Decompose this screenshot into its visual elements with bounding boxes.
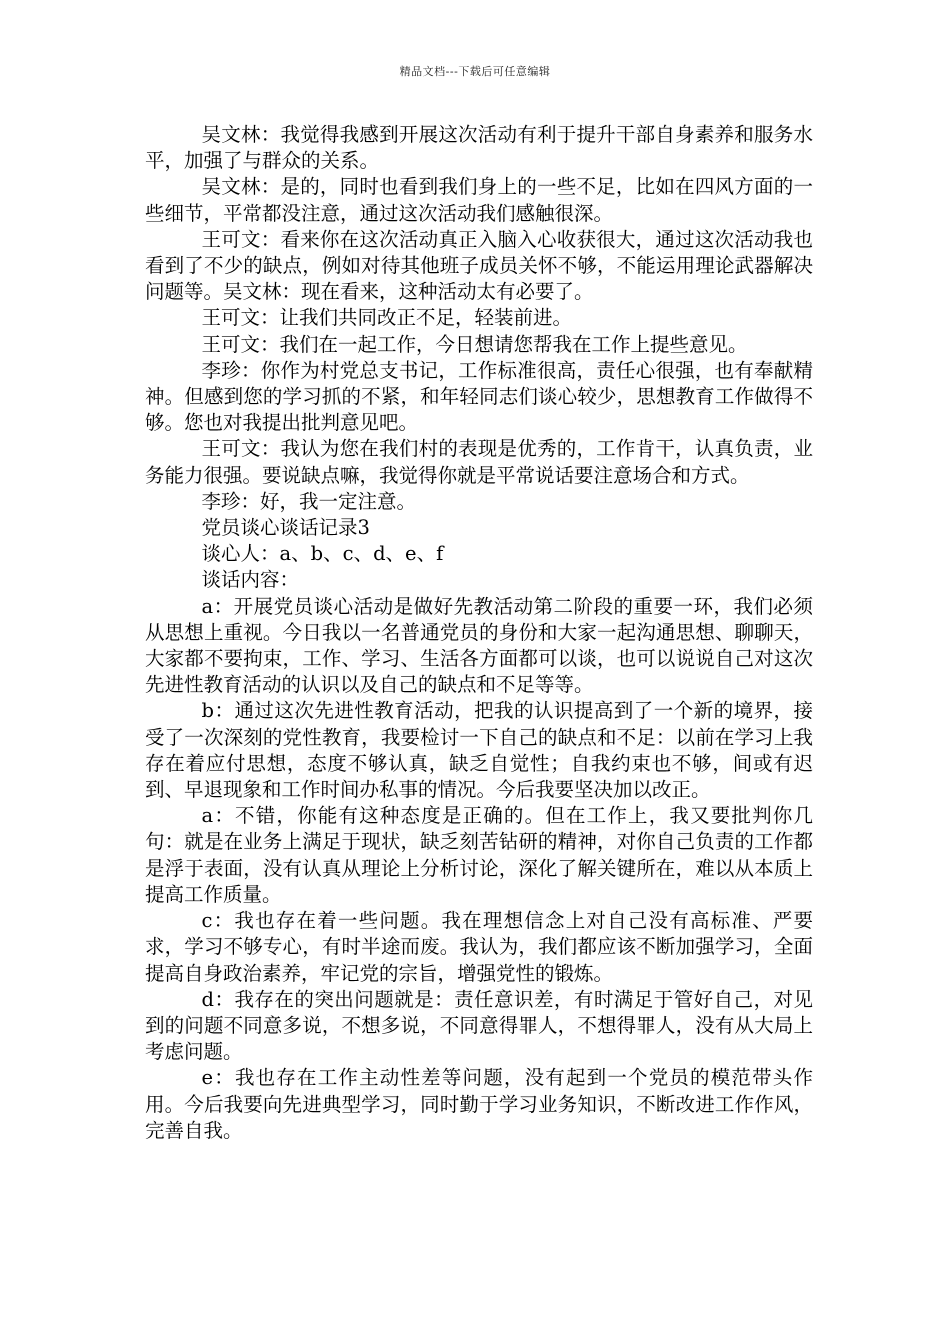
paragraph: e：我也存在工作主动性差等问题，没有起到一个党员的模范带头作用。今后我要向先进典型学习，同时勤于学习业务知识，不断改进工作作风，完善自我。 <box>145 1066 813 1142</box>
page-header: 精品文档---下载后可任意编辑 <box>399 65 551 78</box>
paragraph: 吴文林：是的，同时也看到我们身上的一些不足，比如在四风方面的一些细节，平常都没注意，通过这次活动我们感触很深。 <box>145 175 813 225</box>
paragraph: d：我存在的突出问题就是：责任意识差，有时满足于管好自己，对见到的问题不同意多说，不想多说，不同意得罪人，不想得罪人，没有从大局上考虑问题。 <box>145 987 813 1064</box>
paragraph: 王可文：看来你在这次活动真正入脑入心收获很大，通过这次活动我也看到了不少的缺点，例如对待其他班子成员关怀不够，不能运用理论武器解决问题等。吴文林：现在看来，这种活动太有必要了。 <box>145 227 813 304</box>
paragraph: a：不错，你能有这种态度是正确的。但在工作上，我又要批判你几句：就是在业务上满足于现状，缺乏刻苦钻研的精神，对你自己负责的工作都是浮于表面，没有认真从理论上分析讨论，深化了解关键所在，难以从本质上提高工作质量。 <box>145 804 813 906</box>
document-body <box>145 122 813 1144</box>
paragraph: b：通过这次先进性教育活动，把我的认识提高到了一个新的境界，接受了一次深刻的党性教育，我要检讨一下自己的缺点和不足：以前在学习上我存在着应付思想，态度不够认真，缺乏自觉性；自我约束也不够，间或有迟到、早退现象和工作时间办私事的情况。今后我要坚决加以改正。 <box>145 699 813 802</box>
paragraph: a：开展党员谈心活动是做好先教活动第二阶段的重要一环，我们必须从思想上重视。今日我以一名普通党员的身份和大家一起沟通思想、聊聊天，大家都不要拘束，工作、学习、生活各方面都可以谈，也可以说说自己对这次先进性教育活动的认识以及自己的缺点和不足等等。 <box>145 594 813 697</box>
paragraph: 李珍：你作为村党总支书记，工作标准很高，责任心很强，也有奉献精神。但感到您的学习抓的不紧，和年轻同志们谈心较少，思想教育工作做得不够。您也对我提出批判意见吧。 <box>145 358 813 435</box>
paragraph: 王可文：我们在一起工作，今日想请您帮我在工作上提些意见。 <box>201 332 748 356</box>
paragraph: 王可文：我认为您在我们村的表现是优秀的，工作肯干，认真负责，业务能力很强。要说缺点嘛，我觉得你就是平常说话要注意场合和方式。 <box>145 437 813 487</box>
participants-line: 谈心人：a、b、c、d、e、f <box>201 542 444 566</box>
section-title: 党员谈心谈话记录3 <box>201 516 370 540</box>
paragraph: 王可文：让我们共同改正不足，轻装前进。 <box>201 306 573 330</box>
content-label: 谈话内容： <box>201 568 300 592</box>
paragraph: 吴文林：我觉得我感到开展这次活动有利于提升干部自身素养和服务水平，加强了与群众的关系。 <box>145 123 813 173</box>
paragraph: 李珍：好，我一定注意。 <box>201 489 417 513</box>
paragraph: c：我也存在着一些问题。我在理想信念上对自己没有高标准、严要求，学习不够专心，有时半途而废。我认为，我们都应该不断加强学习，全面提高自身政治素养，牢记党的宗旨，增强党性的锻炼。 <box>145 909 813 985</box>
